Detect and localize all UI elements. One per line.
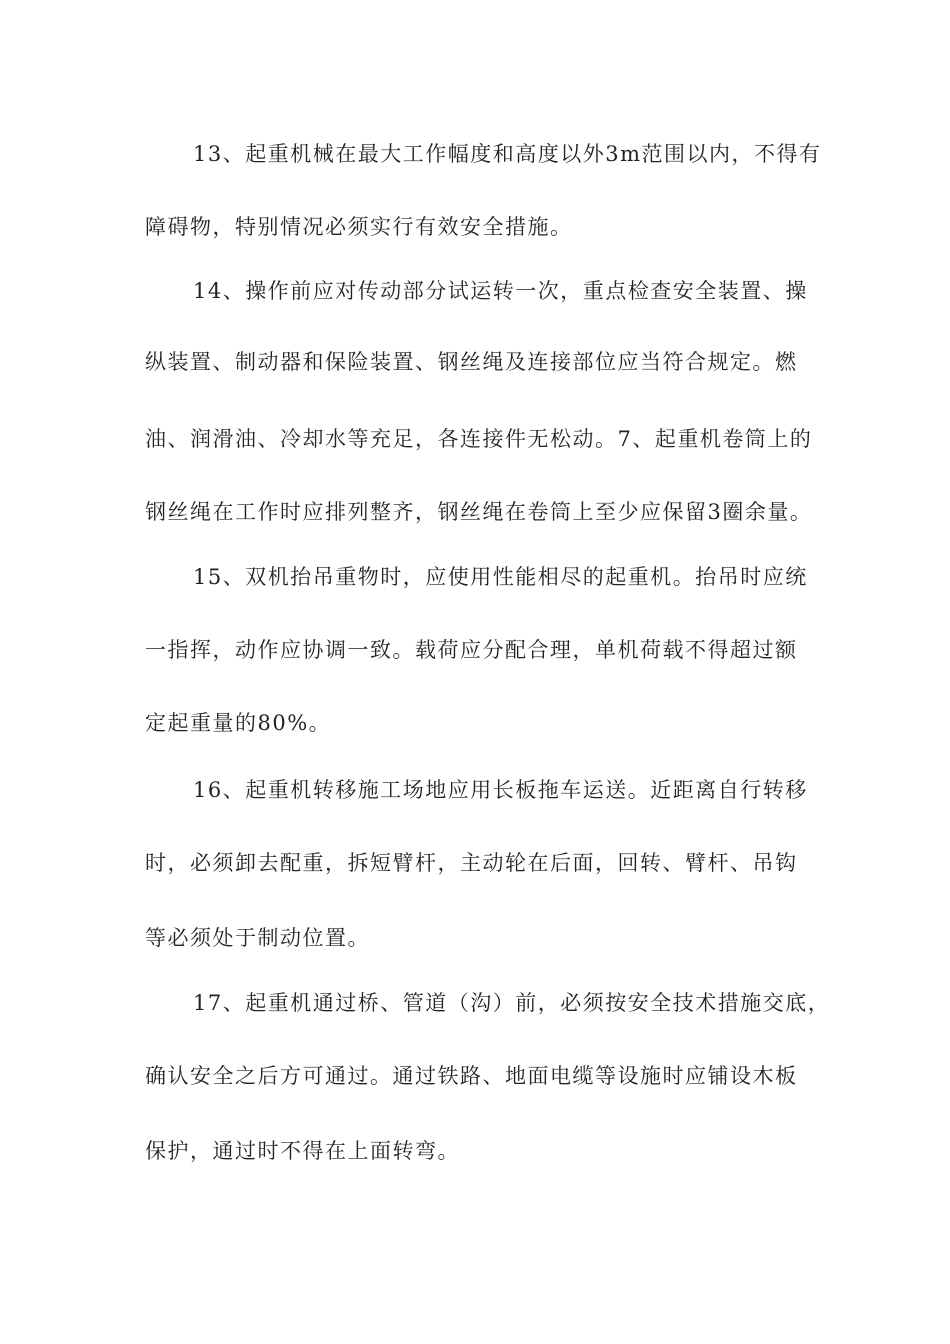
paragraph-15-line-2: 一指挥，动作应协调一致。载荷应分配合理，单机荷载不得超过额 <box>145 638 798 662</box>
paragraph-15-line-3: 定起重量的80%。 <box>145 711 332 735</box>
paragraph-14-line-4: 钢丝绳在工作时应排列整齐，钢丝绳在卷筒上至少应保留3圈余量。 <box>145 500 813 524</box>
paragraph-14-line-2: 纵装置、制动器和保险装置、钢丝绳及连接部位应当符合规定。燃 <box>145 350 798 374</box>
paragraph-16-line-1: 16、起重机转移施工场地应用长板拖车运送。近距离自行转移 <box>193 778 808 802</box>
paragraph-14-line-3: 油、润滑油、冷却水等充足，各连接件无松动。7、起重机卷筒上的 <box>145 427 813 451</box>
paragraph-15-line-1: 15、双机抬吊重物时，应使用性能相尽的起重机。抬吊时应统 <box>193 565 808 589</box>
paragraph-16-line-2: 时，必须卸去配重，拆短臂杆，主动轮在后面，回转、臂杆、吊钩 <box>145 851 798 875</box>
paragraph-13-line-2: 障碍物，特别情况必须实行有效安全措施。 <box>145 215 573 239</box>
paragraph-17-line-3: 保护，通过时不得在上面转弯。 <box>145 1139 460 1163</box>
paragraph-17-line-1: 17、起重机通过桥、管道（沟）前，必须按安全技术措施交底， <box>193 991 831 1015</box>
paragraph-17-line-2: 确认安全之后方可通过。通过铁路、地面电缆等设施时应铺设木板 <box>145 1064 798 1088</box>
paragraph-14-line-1: 14、操作前应对传动部分试运转一次，重点检查安全装置、操 <box>193 279 808 303</box>
paragraph-16-line-3: 等必须处于制动位置。 <box>145 926 370 950</box>
paragraph-13-line-1: 13、起重机械在最大工作幅度和高度以外3m范围以内，不得有 <box>193 142 822 166</box>
